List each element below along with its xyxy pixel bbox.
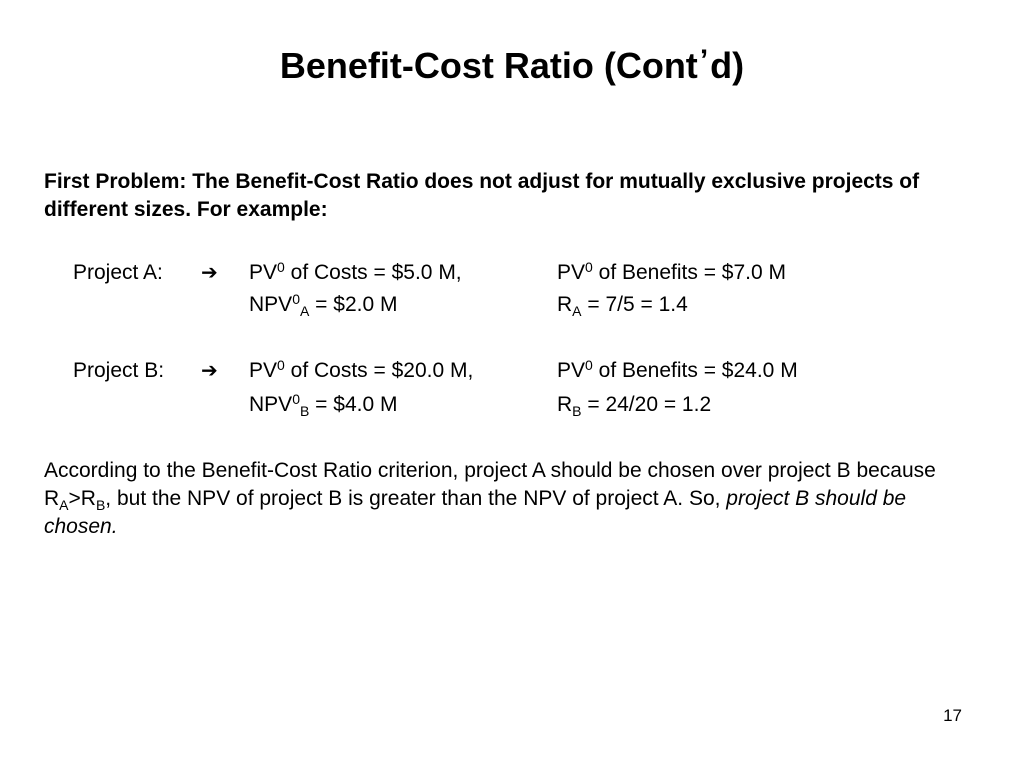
project-b-label: Project B: <box>73 359 165 382</box>
project-a-pv-costs: $PV^0$ of Costs = $5.0 M, <box>249 259 462 284</box>
problem-statement: First Problem: The Benefit-Cost Ratio does not adjust for mutually exclusive projects of different sizes. For example: <box>44 170 920 221</box>
title-apostrophe: ’ <box>699 44 709 77</box>
conclusion-paragraph: According to the Benefit-Cost Ratio criterion, project A should be chosen over project B because $R_A>R_B$, but the NPV of project B is greater than the NPV of project A. So, project B should be chosen. <box>44 459 936 538</box>
project-b-line-2 <box>0 389 1024 421</box>
project-a-label: Project A: <box>73 261 163 284</box>
arrow-right-icon: ➔ <box>201 262 218 284</box>
title-part1: Benefit-Cost Ratio (Cont <box>279 45 698 86</box>
project-b-pv-costs: $PV^0$ of Costs = $20.0 M, <box>249 357 474 382</box>
conclusion-emphasis: project B should be chosen. <box>44 487 907 538</box>
arrow-right-icon: ➔ <box>201 360 218 382</box>
project-b-npv: $NPV^0_B$ = $4.0 M <box>249 391 398 419</box>
project-b-ratio: $R_B = 24/20 = 1.2$ <box>557 393 712 419</box>
project-a-npv: $NPV^0_A$ = $2.0 M <box>249 291 398 319</box>
project-b-pv-benefits: $PV^0$ of Benefits = $24.0 M <box>557 357 798 382</box>
project-b-line-1 <box>0 355 1024 387</box>
project-a-pv-benefits: $PV^0$ of Benefits = $7.0 M <box>557 259 787 284</box>
project-a-line-2 <box>0 289 1024 321</box>
project-a-ratio: $R_A = 7/5 = 1.4$ <box>557 293 688 319</box>
slide-title <box>0 40 1024 95</box>
page-number: 17 <box>943 706 962 725</box>
title-part2: d) <box>710 45 745 86</box>
project-a-line-1 <box>0 257 1024 289</box>
